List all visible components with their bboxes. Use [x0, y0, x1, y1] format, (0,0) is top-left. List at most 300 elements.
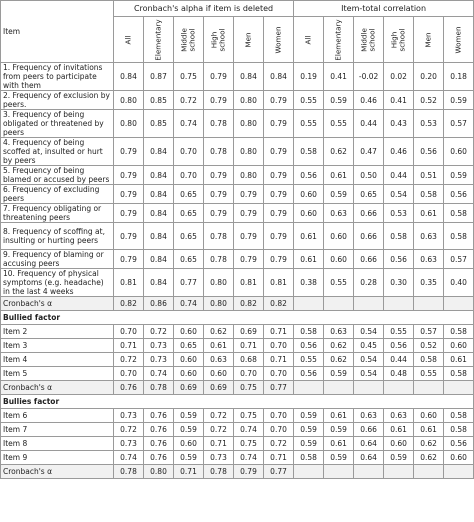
table-cell: 0.44: [384, 166, 414, 185]
table-cell: 0.59: [444, 166, 474, 185]
table-cell: 0.44: [354, 110, 384, 138]
table-cell: 0.80: [234, 91, 264, 110]
table-cell: [294, 381, 324, 395]
table-cell: 0.84: [234, 63, 264, 91]
table-cell: 0.56: [294, 166, 324, 185]
table-cell: 0.71: [264, 451, 294, 465]
table-cell: 0.80: [114, 91, 144, 110]
table-cell: 0.74: [234, 423, 264, 437]
table-cell: 0.58: [414, 185, 444, 204]
table-cell: 0.59: [444, 91, 474, 110]
table-cell: [354, 381, 384, 395]
table-cell: 0.78: [204, 138, 234, 166]
table-cell: 0.70: [264, 409, 294, 423]
table-cell: 0.80: [114, 110, 144, 138]
row-label: Cronbach's α: [1, 297, 114, 311]
table-cell: 0.72: [144, 325, 174, 339]
row-label: Cronbach's α: [1, 381, 114, 395]
table-row: [1, 223, 474, 250]
table-cell: [354, 297, 384, 311]
table-cell: 0.79: [264, 110, 294, 138]
table-cell: 0.74: [174, 110, 204, 138]
table-cell: 0.69: [204, 381, 234, 395]
table-row: [1, 269, 474, 297]
table-cell: 0.79: [264, 166, 294, 185]
table-cell: 0.86: [144, 297, 174, 311]
table-cell: 0.60: [294, 185, 324, 204]
table-cell: 0.76: [144, 437, 174, 451]
table-cell: 0.66: [354, 223, 384, 250]
table-cell: 0.51: [414, 166, 444, 185]
table-cell: 0.79: [234, 250, 264, 269]
table-cell: 0.60: [174, 367, 204, 381]
subcol-header: Women: [444, 17, 474, 63]
table-cell: 0.84: [144, 204, 174, 223]
table-cell: 0.73: [144, 353, 174, 367]
table-cell: 0.61: [324, 437, 354, 451]
table-cell: 0.79: [114, 223, 144, 250]
table-row: [1, 381, 474, 395]
section-title: Bullied factor: [1, 311, 474, 325]
table-cell: 0.58: [294, 138, 324, 166]
table-cell: 0.59: [294, 409, 324, 423]
table-cell: 0.41: [324, 63, 354, 91]
table-cell: 0.64: [354, 451, 384, 465]
row-label: Item 4: [1, 353, 114, 367]
table-row: [1, 451, 474, 465]
table-cell: 0.81: [234, 269, 264, 297]
table-cell: 0.70: [174, 138, 204, 166]
table-cell: 0.65: [174, 204, 204, 223]
table-cell: 0.80: [204, 297, 234, 311]
table-cell: 0.72: [114, 423, 144, 437]
table-cell: 0.84: [114, 63, 144, 91]
table-cell: [414, 465, 444, 479]
table-cell: 0.84: [144, 223, 174, 250]
table-cell: 0.46: [354, 91, 384, 110]
table-row: [1, 185, 474, 204]
table-cell: 0.73: [114, 409, 144, 423]
table-cell: 0.71: [264, 325, 294, 339]
table-cell: 0.79: [264, 91, 294, 110]
table-cell: 0.72: [114, 353, 144, 367]
table-cell: 0.58: [444, 367, 474, 381]
table-cell: 0.76: [144, 409, 174, 423]
table-cell: 0.77: [174, 269, 204, 297]
table-row: [1, 409, 474, 423]
item-column-header: Item: [1, 1, 114, 63]
table-cell: 0.52: [414, 339, 444, 353]
table-cell: 0.59: [324, 185, 354, 204]
table-cell: 0.62: [324, 353, 354, 367]
table-cell: 0.84: [264, 63, 294, 91]
table-cell: 0.54: [354, 353, 384, 367]
table-cell: 0.69: [234, 325, 264, 339]
table-cell: 0.59: [294, 437, 324, 451]
table-cell: 0.45: [354, 339, 384, 353]
table-row: [1, 423, 474, 437]
table-cell: 0.58: [414, 353, 444, 367]
table-cell: 0.62: [204, 325, 234, 339]
table-cell: 0.63: [204, 353, 234, 367]
table-cell: [444, 297, 474, 311]
section-header-row: [1, 395, 474, 409]
table-cell: 0.74: [114, 451, 144, 465]
table-cell: 0.63: [414, 223, 444, 250]
table-cell: 0.65: [354, 185, 384, 204]
table-cell: 0.65: [174, 185, 204, 204]
table-cell: 0.77: [264, 465, 294, 479]
table-cell: 0.79: [204, 166, 234, 185]
table-cell: 0.72: [174, 91, 204, 110]
table-cell: 0.55: [324, 269, 354, 297]
table-cell: 0.65: [174, 223, 204, 250]
table-cell: 0.56: [294, 339, 324, 353]
table-cell: 0.79: [264, 138, 294, 166]
table-row: [1, 91, 474, 110]
subcol-header: Elementary: [324, 17, 354, 63]
table-cell: 0.61: [324, 166, 354, 185]
table-cell: 0.79: [264, 250, 294, 269]
subcol-header: Women: [264, 17, 294, 63]
table-cell: 0.79: [114, 138, 144, 166]
subcol-header: Middle school: [174, 17, 204, 63]
table-cell: 0.52: [414, 91, 444, 110]
alpha-group-header: Cronbach's alpha if item is deleted: [114, 1, 294, 17]
table-cell: 0.50: [354, 166, 384, 185]
section-header-row: [1, 311, 474, 325]
row-label: 8. Frequency of scoffing at, insulting or hurting peers: [1, 223, 114, 250]
table-cell: 0.55: [324, 110, 354, 138]
table-cell: 0.73: [144, 339, 174, 353]
row-label: 2. Frequency of exclusion by peers.: [1, 91, 114, 110]
table-cell: 0.46: [384, 138, 414, 166]
table-cell: 0.65: [174, 339, 204, 353]
table-cell: 0.70: [264, 339, 294, 353]
table-cell: 0.58: [294, 451, 324, 465]
table-cell: 0.84: [144, 138, 174, 166]
table-cell: 0.71: [114, 339, 144, 353]
table-cell: 0.57: [444, 110, 474, 138]
table-cell: 0.58: [444, 223, 474, 250]
table-cell: 0.55: [294, 91, 324, 110]
table-cell: 0.55: [294, 110, 324, 138]
table-cell: 0.59: [324, 423, 354, 437]
table-cell: 0.40: [444, 269, 474, 297]
row-label: Item 6: [1, 409, 114, 423]
table-cell: 0.82: [264, 297, 294, 311]
table-cell: 0.68: [234, 353, 264, 367]
table-cell: 0.63: [324, 204, 354, 223]
table-cell: 0.79: [234, 185, 264, 204]
table-cell: 0.73: [114, 437, 144, 451]
table-cell: 0.70: [174, 166, 204, 185]
table-cell: 0.55: [414, 367, 444, 381]
table-cell: 0.19: [294, 63, 324, 91]
table-cell: 0.60: [204, 367, 234, 381]
table-cell: 0.73: [204, 451, 234, 465]
table-cell: [354, 465, 384, 479]
table-row: [1, 110, 474, 138]
table-cell: 0.56: [384, 250, 414, 269]
table-cell: 0.62: [414, 437, 444, 451]
table-body: [1, 63, 474, 479]
table-cell: [414, 381, 444, 395]
table-cell: 0.85: [144, 91, 174, 110]
table-cell: 0.58: [444, 325, 474, 339]
table-cell: 0.75: [234, 437, 264, 451]
table-cell: 0.71: [264, 353, 294, 367]
table-cell: 0.61: [384, 423, 414, 437]
table-cell: 0.78: [204, 223, 234, 250]
subcol-header: All: [114, 17, 144, 63]
table-cell: 0.62: [324, 138, 354, 166]
table-cell: 0.58: [294, 325, 324, 339]
table-cell: 0.59: [324, 91, 354, 110]
table-cell: 0.69: [174, 381, 204, 395]
table-row: [1, 250, 474, 269]
table-cell: 0.75: [234, 409, 264, 423]
table-cell: 0.60: [444, 451, 474, 465]
table-cell: 0.79: [264, 223, 294, 250]
table-cell: 0.28: [354, 269, 384, 297]
table-cell: 0.18: [444, 63, 474, 91]
table-cell: 0.61: [294, 250, 324, 269]
table-cell: 0.76: [114, 381, 144, 395]
table-cell: [444, 465, 474, 479]
table-cell: 0.63: [414, 250, 444, 269]
table-cell: 0.60: [174, 437, 204, 451]
table-cell: 0.84: [144, 166, 174, 185]
table-cell: 0.60: [414, 409, 444, 423]
table-cell: 0.79: [114, 166, 144, 185]
subcol-header: High school: [384, 17, 414, 63]
table-cell: 0.61: [294, 223, 324, 250]
table-cell: [384, 465, 414, 479]
table-cell: 0.56: [414, 138, 444, 166]
table-cell: 0.60: [324, 223, 354, 250]
table-cell: 0.56: [444, 437, 474, 451]
table-cell: 0.84: [144, 250, 174, 269]
table-cell: 0.81: [114, 269, 144, 297]
table-cell: [294, 465, 324, 479]
row-label: Cronbach's α: [1, 465, 114, 479]
table-cell: 0.79: [204, 185, 234, 204]
table-cell: 0.76: [144, 423, 174, 437]
row-label: Item 8: [1, 437, 114, 451]
subcol-header: Elementary: [144, 17, 174, 63]
table-cell: 0.48: [384, 367, 414, 381]
row-label: 3. Frequency of being obligated or threatened by peers: [1, 110, 114, 138]
subcol-header: All: [294, 17, 324, 63]
table-cell: 0.79: [204, 91, 234, 110]
row-label: 10. Frequency of physical symptoms (e.g. headache) in the last 4 weeks: [1, 269, 114, 297]
table-cell: 0.20: [414, 63, 444, 91]
row-label: 5. Frequency of being blamed or accused by peers: [1, 166, 114, 185]
table-cell: 0.60: [324, 250, 354, 269]
table-cell: 0.71: [174, 465, 204, 479]
table-cell: 0.58: [444, 204, 474, 223]
table-cell: 0.63: [354, 409, 384, 423]
row-label: 6. Frequency of excluding peers: [1, 185, 114, 204]
table-cell: 0.72: [204, 423, 234, 437]
table-cell: 0.87: [144, 63, 174, 91]
table-cell: 0.60: [444, 138, 474, 166]
table-cell: 0.76: [144, 451, 174, 465]
table-cell: 0.56: [294, 367, 324, 381]
table-cell: 0.56: [444, 185, 474, 204]
table-cell: 0.61: [444, 353, 474, 367]
table-cell: 0.80: [234, 166, 264, 185]
table-cell: 0.79: [234, 204, 264, 223]
table-cell: 0.53: [384, 204, 414, 223]
subcol-header: Men: [234, 17, 264, 63]
table-cell: 0.72: [204, 409, 234, 423]
row-label: 4. Frequency of being scoffed at, insulted or hurt by peers: [1, 138, 114, 166]
table-cell: 0.60: [294, 204, 324, 223]
table-cell: 0.79: [204, 204, 234, 223]
table-cell: 0.38: [294, 269, 324, 297]
table-cell: 0.74: [234, 451, 264, 465]
row-label: 1. Frequency of invitations from peers to participate with them: [1, 63, 114, 91]
table-cell: 0.80: [234, 138, 264, 166]
table-cell: 0.55: [294, 353, 324, 367]
table-cell: 0.61: [414, 423, 444, 437]
table-cell: 0.41: [384, 91, 414, 110]
table-cell: 0.75: [234, 381, 264, 395]
table-cell: 0.02: [384, 63, 414, 91]
subcol-header: High school: [204, 17, 234, 63]
table-cell: 0.53: [414, 110, 444, 138]
table-cell: 0.71: [204, 437, 234, 451]
table-cell: 0.79: [264, 204, 294, 223]
table-cell: 0.62: [324, 339, 354, 353]
table-cell: 0.60: [444, 339, 474, 353]
table-cell: 0.85: [144, 110, 174, 138]
table-cell: 0.80: [204, 269, 234, 297]
row-label: 9. Frequency of blaming or accusing peers: [1, 250, 114, 269]
table-cell: 0.78: [204, 465, 234, 479]
table-row: [1, 353, 474, 367]
table-cell: 0.77: [264, 381, 294, 395]
table-cell: 0.66: [354, 423, 384, 437]
table-cell: 0.59: [174, 409, 204, 423]
table-header: [1, 1, 474, 63]
table-cell: [324, 381, 354, 395]
table-cell: 0.70: [114, 367, 144, 381]
table-cell: 0.74: [144, 367, 174, 381]
table-row: [1, 465, 474, 479]
table-cell: 0.62: [414, 451, 444, 465]
subcol-header: Middle school: [354, 17, 384, 63]
table-cell: 0.78: [204, 110, 234, 138]
table-cell: 0.59: [324, 451, 354, 465]
table-cell: [444, 381, 474, 395]
table-cell: 0.66: [354, 250, 384, 269]
table-cell: 0.60: [174, 353, 204, 367]
table-cell: [384, 297, 414, 311]
table-cell: 0.61: [204, 339, 234, 353]
table-cell: [324, 297, 354, 311]
table-cell: 0.79: [234, 223, 264, 250]
table-cell: 0.79: [114, 204, 144, 223]
table-cell: 0.79: [234, 465, 264, 479]
itc-group-header: Item-total correlation: [294, 1, 474, 17]
section-title: Bullies factor: [1, 395, 474, 409]
table-cell: 0.78: [204, 250, 234, 269]
table-cell: 0.56: [384, 339, 414, 353]
table-cell: 0.61: [324, 409, 354, 423]
table-cell: 0.60: [174, 325, 204, 339]
table-cell: 0.54: [384, 185, 414, 204]
table-cell: 0.66: [354, 204, 384, 223]
table-cell: 0.59: [324, 367, 354, 381]
table-cell: 0.65: [174, 250, 204, 269]
table-cell: 0.59: [294, 423, 324, 437]
subcol-header: Men: [414, 17, 444, 63]
row-label: Item 7: [1, 423, 114, 437]
table-cell: 0.44: [384, 353, 414, 367]
row-label: Item 9: [1, 451, 114, 465]
table-cell: [324, 465, 354, 479]
table-cell: 0.84: [144, 269, 174, 297]
table-cell: 0.63: [324, 325, 354, 339]
table-cell: 0.59: [174, 423, 204, 437]
table-cell: 0.79: [264, 185, 294, 204]
table-cell: 0.57: [444, 250, 474, 269]
table-cell: 0.74: [174, 297, 204, 311]
table-cell: 0.80: [234, 110, 264, 138]
table-cell: 0.59: [384, 451, 414, 465]
table-row: [1, 325, 474, 339]
table-cell: 0.64: [354, 437, 384, 451]
table-cell: 0.47: [354, 138, 384, 166]
table-cell: 0.71: [234, 339, 264, 353]
table-cell: 0.79: [114, 185, 144, 204]
table-cell: 0.84: [144, 185, 174, 204]
table-cell: 0.81: [264, 269, 294, 297]
table-cell: 0.70: [234, 367, 264, 381]
table-cell: 0.57: [414, 325, 444, 339]
table-cell: [294, 297, 324, 311]
table-row: [1, 367, 474, 381]
table-cell: -0.02: [354, 63, 384, 91]
table-row: [1, 138, 474, 166]
table-cell: [384, 381, 414, 395]
table-cell: 0.61: [414, 204, 444, 223]
row-label: Item 5: [1, 367, 114, 381]
table-row: [1, 204, 474, 223]
table-cell: 0.75: [174, 63, 204, 91]
table-cell: 0.79: [114, 250, 144, 269]
table-cell: 0.63: [384, 409, 414, 423]
table-row: [1, 166, 474, 185]
table-cell: 0.54: [354, 325, 384, 339]
table-cell: 0.70: [114, 325, 144, 339]
row-label: Item 3: [1, 339, 114, 353]
table-cell: 0.58: [444, 423, 474, 437]
table-cell: 0.60: [384, 437, 414, 451]
table-cell: 0.54: [354, 367, 384, 381]
table-cell: 0.35: [414, 269, 444, 297]
row-label: Item 2: [1, 325, 114, 339]
table-cell: [414, 297, 444, 311]
table-row: [1, 437, 474, 451]
table-cell: 0.78: [114, 465, 144, 479]
table-row: [1, 63, 474, 91]
table-cell: 0.30: [384, 269, 414, 297]
table-cell: 0.79: [204, 63, 234, 91]
